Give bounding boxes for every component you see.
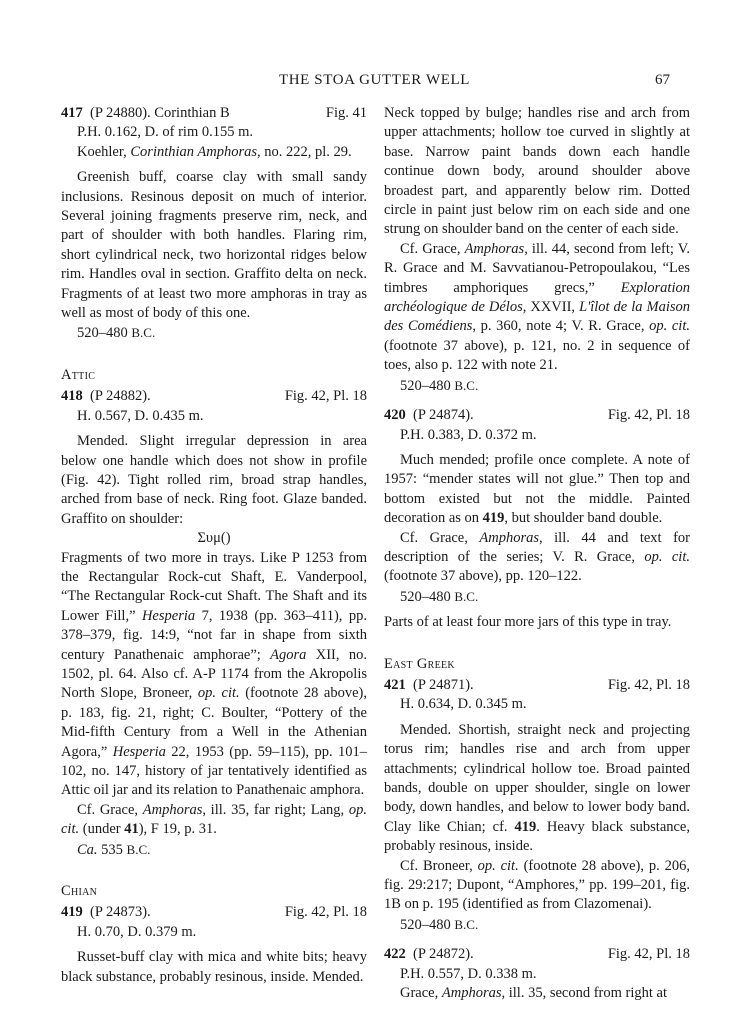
entry-419-description-continued: Neck topped by bulge; handles rise and arch from upper attachments; hollow toe curved in slightly at base. Narrow paint bands down each handle continue down body, around shoulder above broadest part, and apparently below rim. Dotted circle in paint just below rim on each side and one strung on shoulder band on the center of each side. xyxy=(384,105,690,238)
entry-417-number: 417 xyxy=(61,105,83,121)
entry-421-description: Mended. Shortish, straight neck and projecting torus rim; handles rise and arch from upper attachments; cylindrical hollow toe. Broad painted bands, double on upper shoulder, single on lower body, down handles, and below to lower body band. Clay like Chian; cf. 419. Heavy black substance, probably resinous, inside. xyxy=(384,721,690,855)
entry-418-heading xyxy=(61,387,367,406)
running-head: THE STOA GUTTER WELL xyxy=(278,72,470,88)
entry-421-comparanda: Cf. Broneer, op. cit. (footnote 28 above), p. 206, fig. 29:217; Dupont, “Amphores,” pp. 199–201, fig. 1B on p. 195 (identified as from Clazomenai). xyxy=(384,857,690,913)
entry-419-dimensions: H. 0.70, D. 0.379 m. xyxy=(77,923,197,940)
entry-417-figure: Fig. 41 xyxy=(325,105,367,121)
entry-417-dimensions: P.H. 0.162, D. of rim 0.155 m. xyxy=(77,124,254,141)
entry-420-number: 420 xyxy=(384,407,406,424)
entry-418-figure: Fig. 42, Pl. 18 xyxy=(284,388,367,405)
entry-420-dimensions: P.H. 0.383, D. 0.372 m. xyxy=(400,426,537,443)
right-column xyxy=(384,104,690,1003)
entry-418-graffito: Συμ() xyxy=(197,530,231,547)
section-heading-chian: Chian xyxy=(61,883,98,900)
entry-419-date: 520–480 B.C. xyxy=(400,377,479,394)
left-column xyxy=(61,104,367,987)
entry-420-description: Much mended; profile once complete. A note of 1957: “mender states will not glue.” Then top and bottom existed but not the middle. Painted decoration as on 419, but shoulder band double. xyxy=(384,451,690,527)
entry-422-heading xyxy=(384,945,690,964)
entry-418-date: Ca. 535 B.C. xyxy=(77,841,151,858)
entry-421-number: 421 xyxy=(384,676,406,693)
entry-421-figure: Fig. 42, Pl. 18 xyxy=(607,676,690,693)
entry-417-reference: Koehler, Corinthian Amphoras, no. 222, pl. 29. xyxy=(77,143,352,160)
entry-417-inventory: (P 24880). Corinthian B xyxy=(90,105,230,121)
entry-417-description: Greenish buff, coarse clay with small sandy inclusions. Resinous deposit on much of interior. Several joining fragments preserve rim, neck, and part of shoulder with both handles. Flaring rim, short cylindrical neck, two horizontal ridges below rim. Handles oval in section. Graffito delta on neck. Fragments of at least two more amphoras in tray as well as most of body of this one. xyxy=(61,169,367,322)
entry-422-number: 422 xyxy=(384,946,406,963)
entry-421-heading xyxy=(384,676,690,695)
section-heading-attic: Attic xyxy=(61,366,96,383)
entry-419-heading xyxy=(61,903,367,922)
entry-418-inventory: (P 24882). xyxy=(90,388,151,405)
entry-422-inventory: (P 24872). xyxy=(413,946,474,963)
entry-419-inventory: (P 24873). xyxy=(90,904,151,921)
entry-422-figure: Fig. 42, Pl. 18 xyxy=(607,946,690,963)
entry-420-additional-fragments: Parts of at least four more jars of this type in tray. xyxy=(384,614,672,631)
page-number: 67 xyxy=(655,72,670,88)
entry-421-date: 520–480 B.C. xyxy=(400,916,479,933)
entry-418-dimensions: H. 0.567, D. 0.435 m. xyxy=(77,407,204,424)
entry-418-description: Mended. Slight irregular depression in area below one handle which does not show in profile (Fig. 42). Tight rolled rim, broad strap handles, arched from base of neck. Ring foot. Glaze banded. Graffito on shoulder: xyxy=(61,433,367,527)
section-heading-east-greek: East Greek xyxy=(384,655,455,672)
entry-419-comparanda: Cf. Grace, Amphoras, ill. 44, second from left; V. R. Grace and M. Savvatianou-Petropoulakou, “Les timbres amphoriques grecs,” Exploration archéologique de Délos, XXVII, L'îlot de la Maison des Comédiens, p. 360, note 4; V. R. Grace, op. cit. (footnote 37 above), p. 121, no. 2 in sequence of toes, also p. 122 with note 21. xyxy=(384,240,691,374)
entry-422-dimensions: P.H. 0.557, D. 0.338 m. xyxy=(400,965,537,982)
entry-419-figure: Fig. 42, Pl. 18 xyxy=(284,904,367,921)
entry-420-comparanda: Cf. Grace, Amphoras, ill. 44 and text for description of the series; V. R. Grace, op. cit. (footnote 37 above), pp. 120–122. xyxy=(384,529,691,585)
entry-420-heading xyxy=(384,406,690,425)
entry-420-date: 520–480 B.C. xyxy=(400,588,479,605)
entry-418-number: 418 xyxy=(61,388,83,405)
entry-417-date: 520–480 B.C. xyxy=(77,325,156,342)
entry-418-comparanda: Cf. Grace, Amphoras, ill. 35, far right; Lang, op. cit. (under 41), F 19, p. 31. xyxy=(61,801,367,838)
entry-417-heading xyxy=(61,104,367,123)
entry-419-description: Russet-buff clay with mica and white bits; heavy black substance, probably resinous, inside. Mended. xyxy=(61,949,367,985)
entry-420-inventory: (P 24874). xyxy=(413,407,474,424)
entry-422-reference: Grace, Amphoras, ill. 35, second from right at xyxy=(400,985,667,1002)
entry-420-figure: Fig. 42, Pl. 18 xyxy=(607,407,690,424)
entry-421-inventory: (P 24871). xyxy=(413,676,474,693)
entry-418-parallels: Fragments of two more in trays. Like P 1253 from the Rectangular Rock-cut Shaft, E. Vanderpool, “The Rectangular Rock-cut Shaft. The Shaft and its Lower Fill,” Hesperia 7, 1938 (pp. 363–411), pp. 378–379, fig. 14:9, “not far in shape from sixth century Panathenaic amphorae”; Agora XII, no. 1502, pl. 64. Also cf. A-P 1174 from the Akropolis North Slope, Broneer, op. cit. (footnote 28 above), p. 183, fig. 21, right; C. Boulter, “Pottery of the Mid-fifth Century from a Well in the Athenian Agora,” Hesperia 22, 1953 (pp. 59–115), pp. 101–102, no. 147, history of jar tentatively identified as Attic oil jar and its relation to Panathenaic amphora. xyxy=(61,549,368,799)
entry-419-number: 419 xyxy=(61,904,83,921)
entry-421-dimensions: H. 0.634, D. 0.345 m. xyxy=(400,696,527,713)
